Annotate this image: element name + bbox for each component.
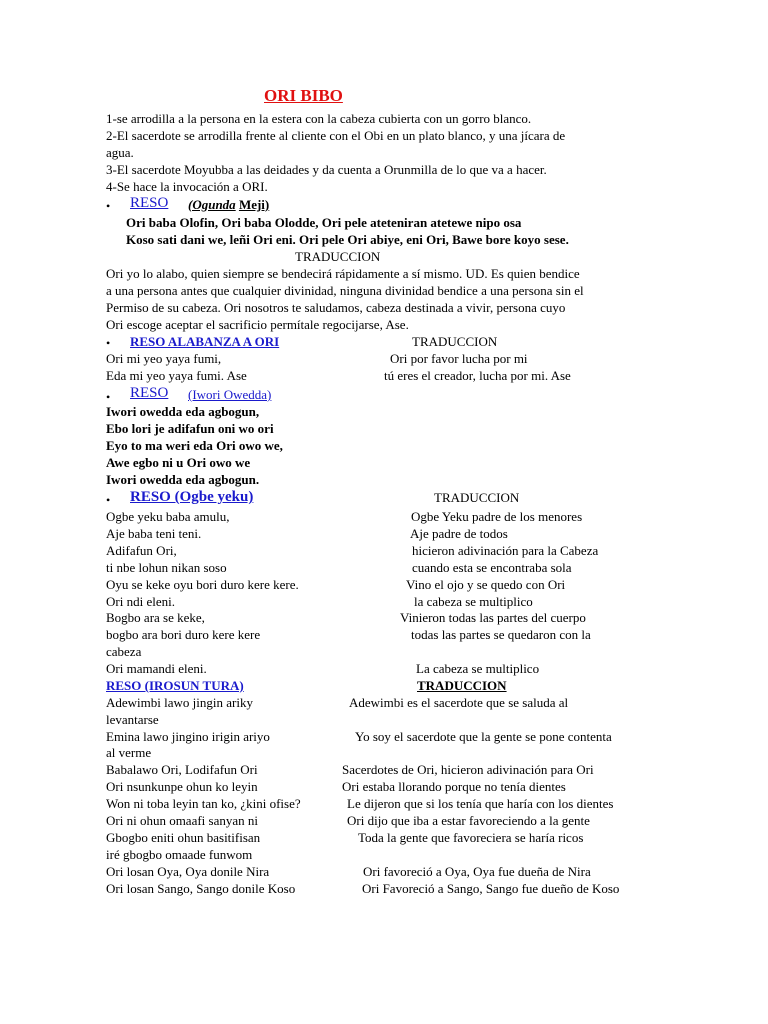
prayer-line: Koso sati dani we, leñi Ori eni. Ori pele Ori abiye, eni Ori, Bawe bore koyo sese. bbox=[126, 232, 569, 247]
prayer-line: Iwori owedda eda agbogun. bbox=[106, 472, 260, 487]
reso-heading[interactable]: RESO bbox=[130, 385, 169, 401]
traduccion-heading: TRADUCCION bbox=[434, 490, 520, 505]
reso-heading[interactable]: RESO (Ogbe yeku) bbox=[130, 489, 254, 505]
odu-name: (Ogunda bbox=[188, 197, 236, 212]
translation-line: Ogbe Yeku padre de los menores bbox=[411, 509, 583, 524]
bullet: • bbox=[106, 336, 111, 350]
translation-line: Ori Favoreció a Sango, Sango fue dueño de Koso bbox=[362, 881, 620, 896]
translation-line: Vino el ojo y se quedo con Ori bbox=[406, 577, 566, 592]
prayer-line: ti nbe lohun nikan soso bbox=[106, 560, 227, 575]
prayer-line: Emina lawo jingino irigin ariyo bbox=[106, 729, 270, 744]
prayer-line: Awe egbo ni u Ori owo we bbox=[106, 455, 251, 470]
prayer-line: Adewimbi lawo jingin ariky bbox=[106, 695, 253, 710]
translation-line: Aje padre de todos bbox=[410, 526, 508, 541]
prayer-line: Iwori owedda eda agbogun, bbox=[106, 404, 260, 419]
translation-line: Le dijeron que si los tenía que haría con los dientes bbox=[347, 796, 614, 811]
translation-line: Ori por favor lucha por mi bbox=[390, 351, 528, 366]
page-title: ORI BIBO bbox=[264, 86, 343, 105]
step-1: 1-se arrodilla a la persona en la estera con la cabeza cubierta con un gorro blanco. bbox=[106, 111, 532, 126]
step-2-continued: agua. bbox=[106, 145, 134, 160]
translation-line: Permiso de su cabeza. Ori nosotros te saludamos, cabeza destinada a vivir, persona cuyo bbox=[106, 300, 566, 315]
translation-line: Toda la gente que favoreciera se haría ricos bbox=[358, 830, 584, 845]
prayer-line: Ori mamandi eleni. bbox=[106, 661, 207, 676]
step-4: 4-Se hace la invocación a ORI. bbox=[106, 179, 268, 194]
prayer-line: bogbo ara bori duro kere kere bbox=[106, 627, 261, 642]
translation-line: Ori escoge aceptar el sacrificio permítale regocijarse, Ase. bbox=[106, 317, 409, 332]
prayer-line: Eyo to ma weri eda Ori owo we, bbox=[106, 438, 283, 453]
step-2: 2-El sacerdote se arrodilla frente al cliente con el Obi en un plato blanco, y una jícara de bbox=[106, 128, 566, 143]
bullet: • bbox=[106, 493, 111, 507]
bullet: • bbox=[106, 390, 111, 404]
prayer-line: Gbogbo eniti ohun basitifisan bbox=[106, 830, 261, 845]
prayer-line: Eda mi yeo yaya fumi. Ase bbox=[106, 368, 247, 383]
prayer-line: Ori ni ohun omaafi sanyan ni bbox=[106, 813, 258, 828]
reso-heading[interactable]: RESO ALABANZA A ORI bbox=[130, 334, 280, 349]
prayer-line: Ori baba Olofin, Ori baba Olodde, Ori pele ateteniran atetewe nipo osa bbox=[126, 215, 522, 230]
prayer-line: Bogbo ara se keke, bbox=[106, 610, 205, 625]
prayer-line: Ogbe yeku baba amulu, bbox=[106, 509, 230, 524]
odu-name-suffix: Meji) bbox=[238, 197, 270, 212]
translation-line: Ori estaba llorando porque no tenía dientes bbox=[342, 779, 566, 794]
translation-line: hicieron adivinación para la Cabeza bbox=[412, 543, 599, 558]
translation-line: a una persona antes que cualquier divinidad, ninguna divinidad bendice a una persona sin el bbox=[106, 283, 584, 298]
prayer-line: Ebo lori je adifafun oni wo ori bbox=[106, 421, 274, 436]
traduccion-heading: TRADUCCION bbox=[412, 334, 498, 349]
reso-subtitle[interactable]: (Iwori Owedda) bbox=[188, 387, 272, 402]
traduccion-heading: TRADUCCION bbox=[295, 249, 381, 264]
translation-line: la cabeza se multiplico bbox=[414, 594, 533, 609]
prayer-line: Babalawo Ori, Lodifafun Ori bbox=[106, 762, 258, 777]
translation-line: Sacerdotes de Ori, hicieron adivinación para Ori bbox=[342, 762, 594, 777]
translation-line: todas las partes se quedaron con la bbox=[411, 627, 591, 642]
prayer-line: Ori ndi eleni. bbox=[106, 594, 175, 609]
prayer-line: Aje baba teni teni. bbox=[106, 526, 202, 541]
translation-line: Ori favoreció a Oya, Oya fue dueña de Nira bbox=[363, 864, 591, 879]
translation-line: La cabeza se multiplico bbox=[416, 661, 540, 676]
translation-line: Vinieron todas las partes del cuerpo bbox=[400, 610, 586, 625]
reso-subtitle[interactable] bbox=[188, 197, 269, 214]
translation-line: cuando esta se encontraba sola bbox=[412, 560, 572, 575]
prayer-line: iré gbogbo omaade funwom bbox=[106, 847, 253, 862]
prayer-line: Adifafun Ori, bbox=[106, 543, 177, 558]
prayer-line: Ori nsunkunpe ohun ko leyin bbox=[106, 779, 258, 794]
prayer-line: Oyu se keke oyu bori duro kere kere. bbox=[106, 577, 299, 592]
bullet: • bbox=[106, 199, 111, 213]
translation-line: Ori dijo que iba a estar favoreciendo a la gente bbox=[347, 813, 590, 828]
reso-heading[interactable]: RESO bbox=[130, 195, 169, 211]
prayer-line: al verme bbox=[106, 745, 152, 760]
prayer-line: Ori losan Sango, Sango donile Koso bbox=[106, 881, 296, 896]
prayer-line: cabeza bbox=[106, 644, 142, 659]
translation-line: tú eres el creador, lucha por mi. Ase bbox=[384, 368, 571, 383]
prayer-line: levantarse bbox=[106, 712, 159, 727]
step-3: 3-El sacerdote Moyubba a las deidades y da cuenta a Orunmilla de lo que va a hacer. bbox=[106, 162, 547, 177]
prayer-line: Ori losan Oya, Oya donile Nira bbox=[106, 864, 270, 879]
translation-line: Yo soy el sacerdote que la gente se pone contenta bbox=[355, 729, 612, 744]
prayer-line: Ori mi yeo yaya fumi, bbox=[106, 351, 222, 366]
translation-line: Adewimbi es el sacerdote que se saluda al bbox=[349, 695, 569, 710]
reso-heading[interactable]: RESO (IROSUN TURA) bbox=[106, 678, 244, 693]
prayer-line: Won ni toba leyin tan ko, ¿kini ofise? bbox=[106, 796, 301, 811]
translation-line: Ori yo lo alabo, quien siempre se bendecirá rápidamente a sí mismo. UD. Es quien bendice bbox=[106, 266, 580, 281]
traduccion-heading: TRADUCCION bbox=[417, 678, 507, 693]
